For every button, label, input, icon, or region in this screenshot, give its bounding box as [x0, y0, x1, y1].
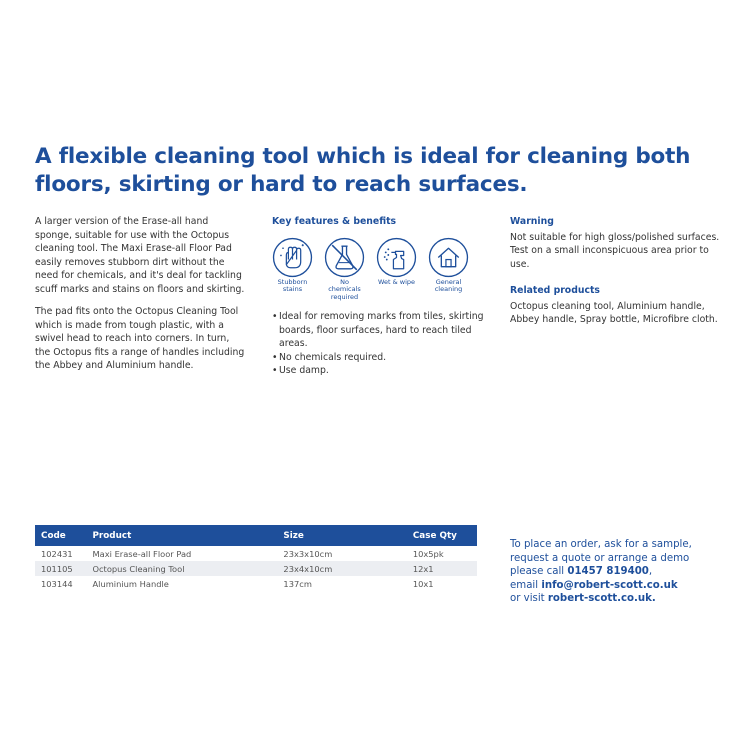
- info-column: [510, 215, 720, 327]
- contact-line: request a quote or arrange a demo: [510, 552, 690, 564]
- contact-phone-prefix: please call: [510, 566, 568, 577]
- warning-title: Warning: [510, 216, 554, 227]
- related-products-text: Octopus cleaning tool, Aluminium handle, Abbey handle, Spray bottle, Microfibre cloth.: [510, 300, 718, 325]
- list-item: • Use damp.: [272, 364, 484, 378]
- list-item: • No chemicals required.: [272, 351, 484, 365]
- cell-product: Aluminium Handle: [92, 578, 169, 589]
- contact-line: To place an order, ask for a sample,: [510, 539, 692, 550]
- cell-code: 101105: [41, 563, 73, 574]
- related-products-title: Related products: [510, 285, 600, 296]
- no-chemicals-icon: [324, 237, 365, 278]
- cell-size: 137cm: [283, 578, 312, 589]
- contact-email-link[interactable]: info@robert-scott.co.uk: [541, 579, 678, 591]
- contact-phone-suffix: ,: [648, 566, 653, 577]
- table-row: [35, 561, 477, 576]
- cell-product: Octopus Cleaning Tool: [92, 563, 185, 574]
- cell-code: 102431: [41, 548, 73, 559]
- table-header-row: [35, 525, 477, 546]
- cell-case-qty: 10x1: [412, 578, 434, 589]
- description-paragraph-2: The pad fits onto the Octopus Cleaning Tool which is made from tough plastic, with a swivel head to reach into corners. In turn, the Octopus fits a range of handles including the Abbey and Aluminium handle.: [35, 306, 245, 371]
- feature-label: Wet & wipe: [377, 277, 416, 286]
- cell-product: Maxi Erase-all Floor Pad: [92, 548, 192, 559]
- stubborn-stains-icon: [272, 237, 313, 278]
- cell-size: 23x4x10cm: [283, 563, 333, 574]
- features-column: [272, 215, 484, 378]
- cell-case-qty: 10x5pk: [412, 548, 444, 559]
- feature-label: General cleaning: [434, 277, 463, 293]
- feature-stubborn-stains: [272, 237, 313, 302]
- description-column: [35, 215, 245, 382]
- column-header-product: Product: [92, 530, 132, 541]
- contact-website-link[interactable]: robert-scott.co.uk.: [547, 593, 656, 604]
- cell-case-qty: 12x1: [412, 563, 434, 574]
- contact-block: [510, 538, 730, 606]
- contact-website-line: [510, 592, 730, 606]
- feature-general-cleaning: [428, 237, 469, 302]
- column-header-case-qty: Case Qty: [412, 530, 457, 541]
- page-headline: A flexible cleaning tool which is ideal for cleaning both floors, skirting or hard to reach surfaces.: [35, 144, 691, 197]
- contact-email-line: [510, 579, 730, 593]
- feature-no-chemicals: [324, 237, 365, 302]
- contact-phone[interactable]: 01457 819400: [567, 566, 649, 577]
- feature-label: No chemicals required: [328, 277, 361, 301]
- feature-label: Stubborn stains: [277, 277, 308, 293]
- product-table: [35, 525, 477, 591]
- column-header-size: Size: [283, 530, 304, 541]
- contact-website-prefix: or visit: [510, 593, 548, 604]
- features-title: Key features & benefits: [272, 216, 397, 227]
- table-row: [35, 546, 477, 561]
- feature-icons: [272, 237, 484, 302]
- features-list: [272, 310, 484, 378]
- cell-size: 23x3x10cm: [283, 548, 333, 559]
- warning-text: Not suitable for high gloss/polished surfaces. Test on a small inconspicuous area prior to use.: [510, 231, 720, 270]
- cell-code: 103144: [41, 578, 73, 589]
- feature-wet-wipe: [376, 237, 417, 302]
- description-paragraph-1: A larger version of the Erase-all hand sponge, suitable for use with the Octopus cleaning tool. The Maxi Erase-all Floor Pad easily removes stubborn dirt without the need for chemicals, and it's deal for tackling scuff marks and stains on floors and skirting.: [35, 216, 245, 295]
- contact-email-prefix: email: [510, 579, 542, 591]
- product-table-wrapper: [35, 525, 477, 591]
- wet-wipe-icon: [376, 237, 417, 278]
- contact-phone-line: [510, 565, 730, 579]
- table-row: [35, 576, 477, 591]
- general-cleaning-icon: [428, 237, 469, 278]
- column-header-code: Code: [41, 530, 66, 541]
- list-item: • Ideal for removing marks from tiles, skirting boards, floor surfaces, hard to reach tiled areas.: [272, 310, 484, 351]
